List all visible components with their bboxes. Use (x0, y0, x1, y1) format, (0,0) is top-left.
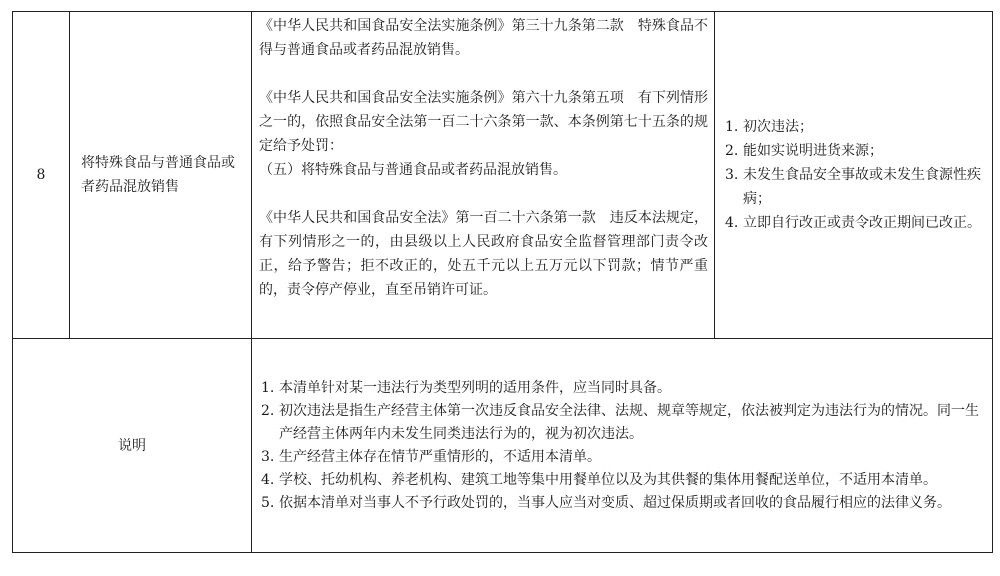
list-item: 1. 本清单针对某一违法行为类型列明的适用条件，应当同时具备。 (261, 379, 671, 396)
list-item: 4. 学校、托幼机构、养老机构、建筑工地等集中用餐单位以及为其供餐的集体用餐配送单位，不适用本清单。 (261, 471, 937, 488)
violation-behavior: 将特殊食品与普通食品或者药品混放销售 (70, 12, 252, 339)
notes-label: 说明 (13, 339, 252, 553)
list-item: 1. 初次违法； (725, 119, 813, 135)
basis-paragraph: 《中华人民共和国食品安全法实施条例》第三十九条第二款 特殊食品不得与普通食品或者药品混放销售。 (259, 18, 708, 58)
basis-paragraph: 《中华人民共和国食品安全法实施条例》第六十九条第五项 有下列情形之一的，依照食品安全法第一百二十六条第一款、本条例第七十五条的规定给予处罚： （五）将特殊食品与普通食品或者药品混放销售。 (259, 90, 708, 178)
list-item: 2. 能如实说明进货来源； (725, 143, 883, 159)
table-row (13, 12, 993, 339)
list-item: 3. 未发生食品安全事故或未发生食源性疾病； (725, 167, 981, 207)
list-item: 4. 立即自行改正或责令改正期间已改正。 (725, 215, 981, 231)
row-number: 8 (13, 12, 70, 339)
notes-content (252, 339, 993, 553)
regulation-table (12, 11, 993, 553)
list-item: 5. 依据本清单对当事人不予行政处罚的，当事人应当对变质、超过保质期或者回收的食品履行相应的法律义务。 (261, 494, 951, 511)
list-item: 3. 生产经营主体存在情节严重情形的，不适用本清单。 (261, 448, 601, 465)
exemption-conditions (715, 12, 993, 339)
legal-basis (252, 12, 715, 339)
table-row (13, 339, 993, 553)
basis-paragraph: 《中华人民共和国食品安全法》第一百二十六条第一款 违反本法规定，有下列情形之一的，由县级以上人民政府食品安全监督管理部门责令改正，给予警告；拒不改正的，处五千元以上五万元以下罚款；情节严重的，责令停产停业，直至吊销许可证。 (259, 210, 708, 298)
list-item: 2. 初次违法是指生产经营主体第一次违反食品安全法律、法规、规章等规定，依法被判定为违法行为的情况。同一生产经营主体两年内未发生同类违法行为的，视为初次违法。 (261, 402, 979, 442)
